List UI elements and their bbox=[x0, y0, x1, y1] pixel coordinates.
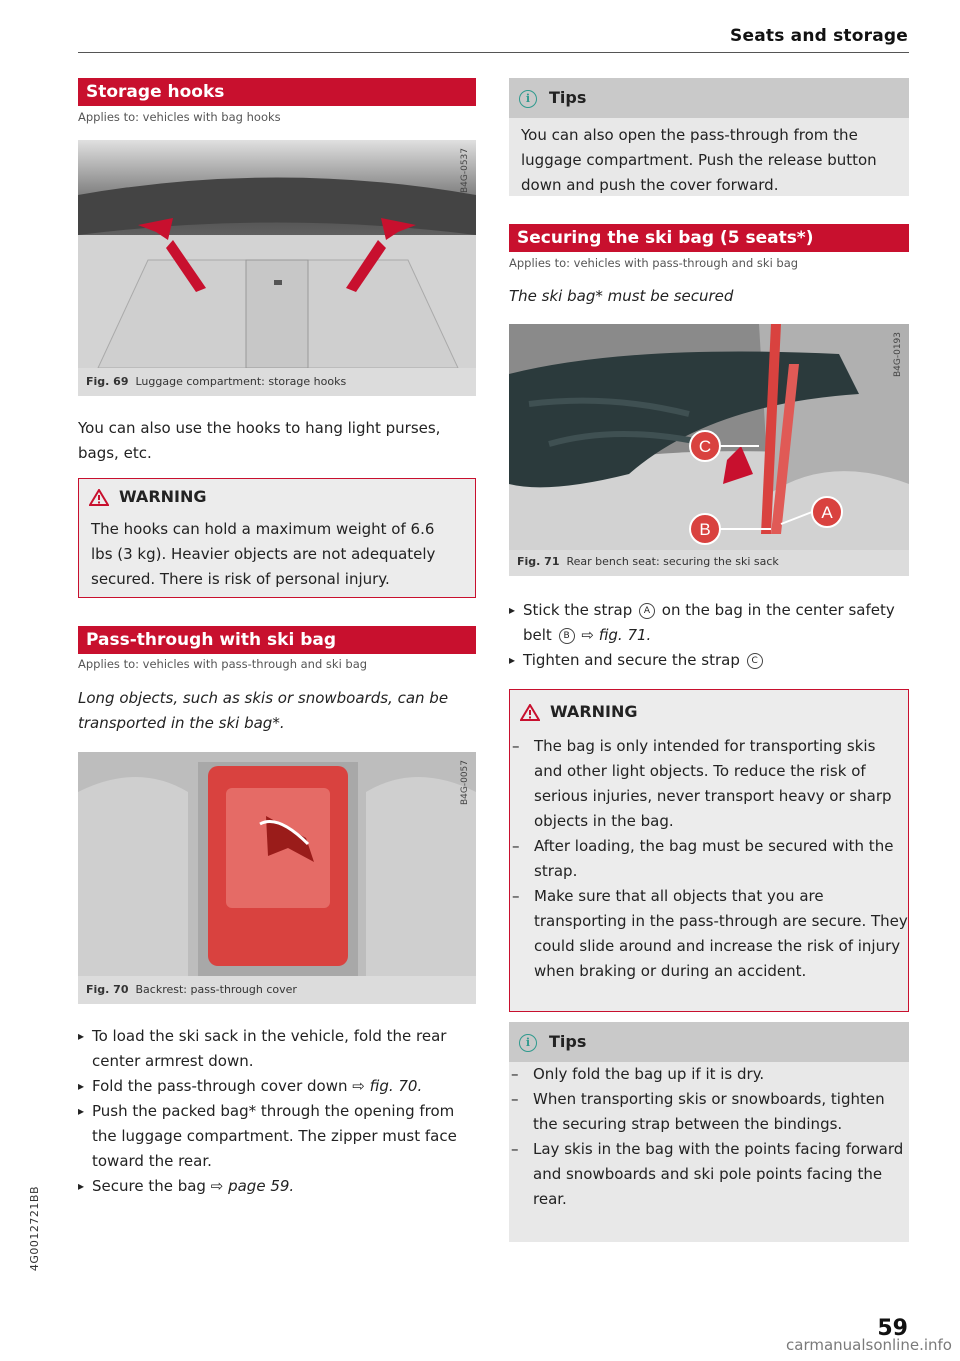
label-b-circle: B bbox=[559, 628, 575, 644]
tips-box-2 bbox=[509, 1022, 909, 1242]
figure-number: Fig. 70 bbox=[86, 983, 129, 996]
section-title-pass-through: Pass-through with ski bag bbox=[78, 626, 476, 654]
fig-code-71: B4G-0193 bbox=[893, 332, 903, 378]
fig-code-70: B4G-0057 bbox=[460, 760, 470, 806]
tips-header bbox=[509, 78, 909, 118]
pass-through-steps bbox=[78, 1024, 476, 1199]
cross-reference-link[interactable]: ⇨ page 59. bbox=[210, 1177, 295, 1195]
cross-reference-link[interactable]: ⇨ fig. 71. bbox=[581, 626, 652, 644]
figure-caption-69 bbox=[86, 368, 346, 396]
header-rule bbox=[78, 52, 909, 53]
section-title-storage-hooks: Storage hooks bbox=[78, 78, 476, 106]
pass-through-cover-photo bbox=[78, 752, 476, 976]
callout-a: A bbox=[821, 503, 833, 522]
warning-header bbox=[79, 479, 475, 515]
tips-heading: Tips bbox=[549, 1032, 587, 1051]
running-head: Seats and storage bbox=[730, 26, 908, 46]
warning-triangle-icon bbox=[89, 489, 109, 506]
tips-item: – Only fold the bag up if it is dry. bbox=[509, 1062, 909, 1087]
ski-bag-steps bbox=[509, 598, 909, 673]
figure-70 bbox=[78, 752, 476, 1004]
ski-bag-intro: The ski bag* must be secured bbox=[509, 287, 734, 305]
figure-caption-71 bbox=[517, 548, 779, 576]
tips-text: You can also open the pass-through from the luggage compartment. Push the release button down and push the cover forward. bbox=[521, 126, 877, 194]
tips-item: – Lay skis in the bag with the points facing forward and snowboards and ski pole points facing the rear. bbox=[509, 1137, 909, 1212]
step-item: ▸ Secure the bag ⇨ page 59. bbox=[78, 1174, 476, 1199]
applies-ski-bag: Applies to: vehicles with pass-through and ski bag bbox=[509, 256, 799, 270]
warning-text: The hooks can hold a maximum weight of 6.6 lbs (3 kg). Heavier objects are not adequately secured. There is risk of personal injury. bbox=[91, 520, 436, 588]
cross-reference-link[interactable]: ⇨ fig. 70. bbox=[352, 1077, 423, 1095]
pass-through-intro: Long objects, such as skis or snowboards, can be transported in the ski bag*. bbox=[78, 689, 449, 732]
figure-69 bbox=[78, 140, 476, 396]
warning-item: – Make sure that all objects that you are transporting in the pass-through are secure. They could slide around and increase the risk of injury when braking or during an accident. bbox=[510, 884, 908, 984]
page-number: 59 bbox=[877, 1316, 908, 1341]
warning-header bbox=[510, 690, 908, 734]
tips-heading: Tips bbox=[549, 88, 587, 107]
warning-box-hooks bbox=[78, 478, 476, 598]
applies-pass-through: Applies to: vehicles with pass-through and ski bag bbox=[78, 657, 368, 671]
label-c-circle: C bbox=[747, 653, 763, 669]
warning-item: – After loading, the bag must be secured with the strap. bbox=[510, 834, 908, 884]
step-item: ▸ Push the packed bag* through the opening from the luggage compartment. The zipper must face toward the rear. bbox=[78, 1099, 476, 1174]
applies-storage-hooks: Applies to: vehicles with bag hooks bbox=[78, 110, 281, 124]
section-title-ski-bag: Securing the ski bag (5 seats*) bbox=[509, 224, 909, 252]
watermark: carmanualsonline.info bbox=[786, 1336, 952, 1354]
luggage-hooks-photo bbox=[78, 140, 476, 368]
warning-heading: WARNING bbox=[550, 702, 638, 721]
step-item: ▸ To load the ski sack in the vehicle, fold the rear center armrest down. bbox=[78, 1024, 476, 1074]
figure-caption-70 bbox=[86, 976, 297, 1004]
callout-b: B bbox=[699, 520, 711, 539]
warning-triangle-icon bbox=[520, 704, 540, 721]
info-icon: i bbox=[519, 1034, 537, 1052]
figure-number: Fig. 69 bbox=[86, 375, 129, 388]
step-item: ▸ Fold the pass-through cover down ⇨ fig. 70. bbox=[78, 1074, 476, 1099]
tips-item: – When transporting skis or snowboards, tighten the securing strap between the bindings. bbox=[509, 1087, 909, 1137]
warning-box-ski-bag bbox=[509, 689, 909, 1012]
label-a-circle: A bbox=[639, 603, 655, 619]
fig-code-69: B4G-0537 bbox=[460, 148, 470, 194]
tips-list bbox=[509, 1062, 909, 1212]
storage-hooks-body: You can also use the hooks to hang light purses, bags, etc. bbox=[78, 419, 441, 462]
ski-bag-strap-photo bbox=[509, 324, 909, 550]
tips-box-1 bbox=[509, 78, 909, 196]
step-item: ▸ Tighten and secure the strap C bbox=[509, 648, 909, 673]
warning-heading: WARNING bbox=[119, 487, 207, 506]
info-icon: i bbox=[519, 90, 537, 108]
figure-caption-text: Rear bench seat: securing the ski sack bbox=[566, 555, 779, 568]
tips-header bbox=[509, 1022, 909, 1062]
figure-71 bbox=[509, 324, 909, 576]
callout-c: C bbox=[698, 437, 712, 456]
figure-caption-text: Backrest: pass-through cover bbox=[135, 983, 297, 996]
warning-item: – The bag is only intended for transporting skis and other light objects. To reduce the risk of serious injuries, never transport heavy or sharp objects in the bag. bbox=[510, 734, 908, 834]
step-item: ▸ Stick the strap A on the bag in the center safety belt B ⇨ fig. 71. bbox=[509, 598, 909, 648]
figure-caption-text: Luggage compartment: storage hooks bbox=[135, 375, 347, 388]
figure-number: Fig. 71 bbox=[517, 555, 560, 568]
warning-list bbox=[510, 734, 908, 984]
document-code: 4G0012721BB bbox=[28, 1186, 41, 1272]
